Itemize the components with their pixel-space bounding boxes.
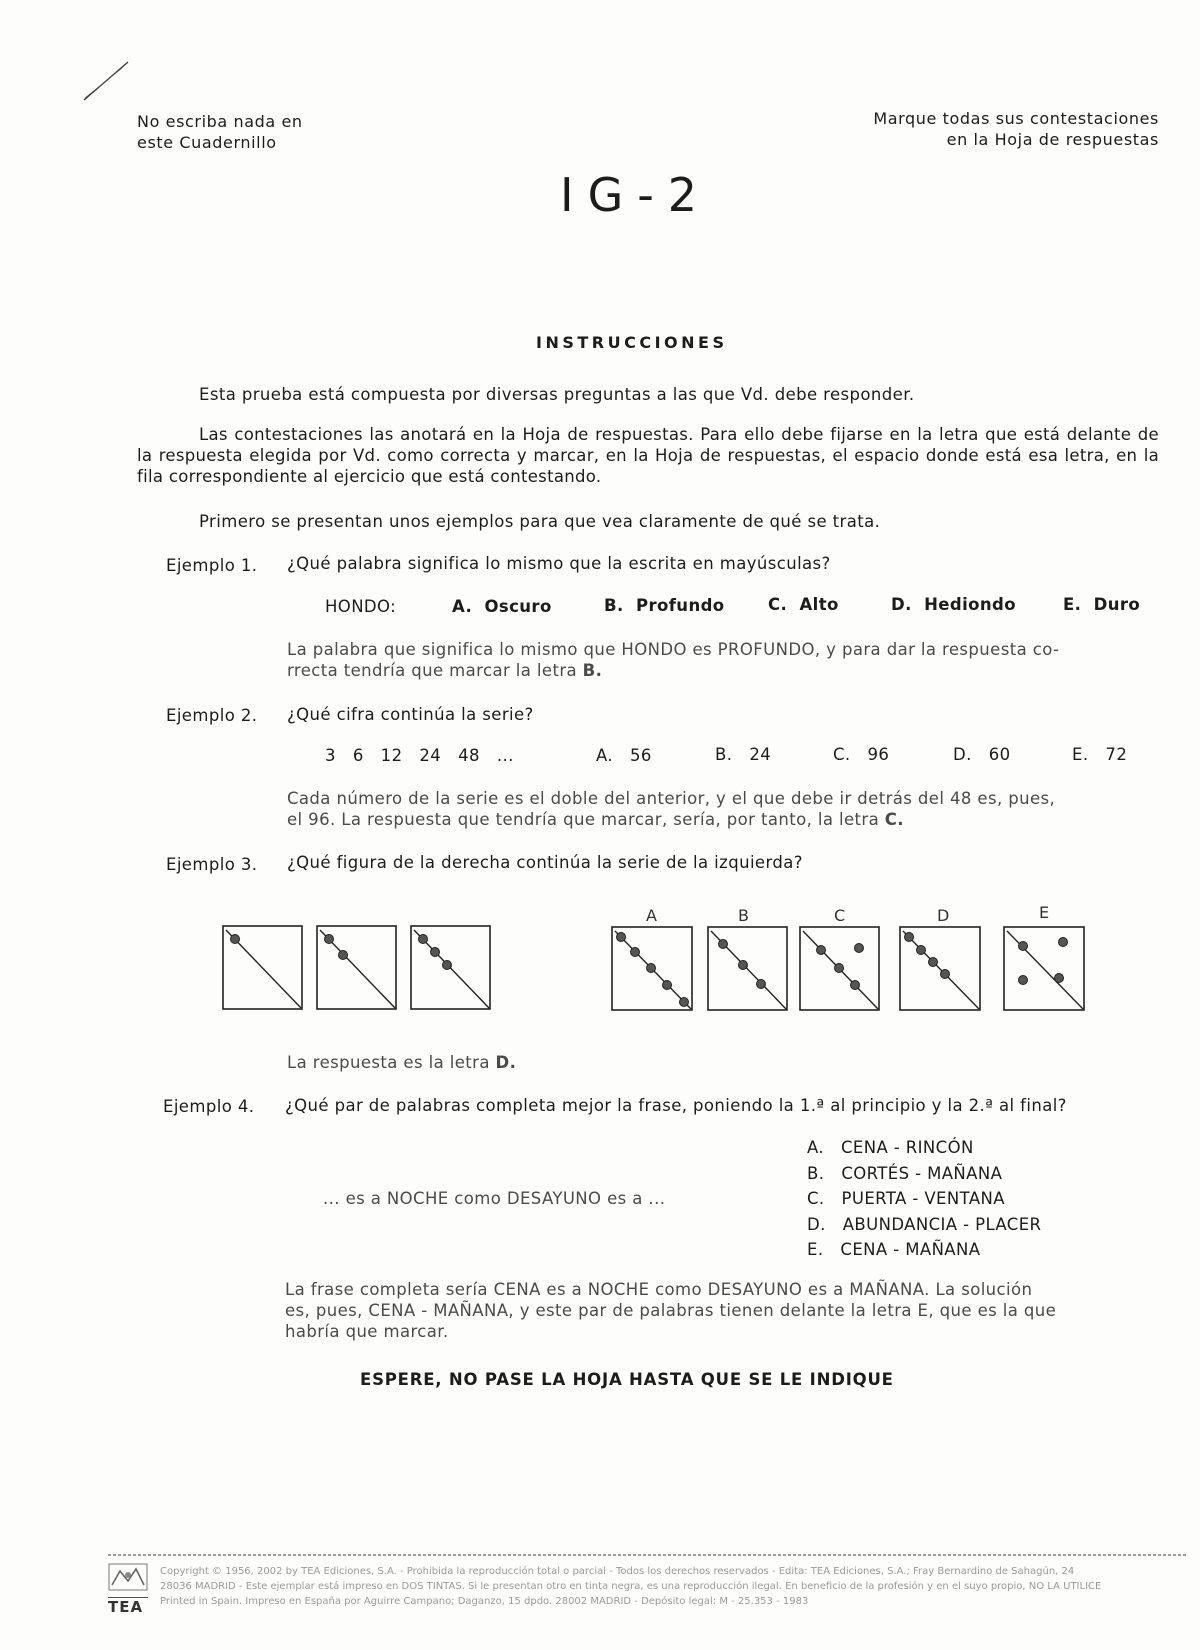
example-2-explanation-line1: Cada número de la serie es el doble del anterior, y el que debe ir detrás del 48 es, pues,	[287, 789, 1056, 808]
figure-option-a-letter: A	[646, 906, 657, 925]
header-right	[873, 108, 1159, 150]
header-left-line1: No escriba nada en	[137, 112, 303, 131]
example-4-explanation-line1: La frase completa sería CENA es a NOCHE como DESAYUNO es a MAÑANA. La solución	[285, 1280, 1033, 1299]
footer-divider	[108, 1553, 1186, 1557]
figure-option-b	[707, 926, 789, 1012]
example-1-option-a: A. Oscuro	[452, 597, 552, 616]
example-4-explanation-line3: habría que marcar.	[285, 1322, 449, 1341]
example-4-sentence: ... es a NOCHE como DESAYUNO es a ...	[323, 1189, 666, 1208]
figure-option-d-letter: D	[937, 906, 950, 925]
example-2-series: 3 6 12 24 48 ...	[325, 746, 514, 765]
figure-option-c-letter: C	[834, 906, 846, 925]
example-1-option-c: C. Alto	[768, 595, 839, 614]
example-1-word: HONDO:	[325, 597, 397, 616]
example-2-explanation-line2: el 96. La respuesta que tendría que marcar, sería, por tanto, la letra C.	[287, 810, 904, 829]
example-4-option-e: E. CENA - MAÑANA	[807, 1240, 981, 1259]
figure-option-c	[799, 926, 881, 1012]
example-1-option-b: B. Profundo	[604, 596, 725, 615]
figure-option-b-letter: B	[738, 906, 749, 925]
logo-text: TEA	[108, 1597, 148, 1616]
wait-notice: ESPERE, NO PASE LA HOJA HASTA QUE SE LE INDIQUE	[360, 1370, 894, 1389]
example-4-option-c: C. PUERTA - VENTANA	[807, 1189, 1005, 1208]
series-figure-3	[410, 925, 492, 1011]
intro-paragraph-3: Primero se presentan unos ejemplos para que vea claramente de qué se trata.	[199, 512, 881, 531]
footer-line-2: 28036 MADRID - Este ejemplar está impreso en DOS TINTAS. Si le presentan otro en tinta negra, es una reproducción ilegal. En beneficio de la profesión y en el suyo propio, NO LA UTILICE	[160, 1581, 1102, 1592]
figure-option-d	[899, 926, 982, 1012]
footer-line-1: Copyright © 1956, 2002 by TEA Ediciones, S.A. - Prohibida la reproducción total o parcial - Todos los derechos reservados - Edita: TEA Ediciones, S.A.; Fray Bernardino de Sahagún, 24	[160, 1566, 1075, 1577]
example-2-option-e: E. 72	[1072, 745, 1128, 764]
example-3-answer: La respuesta es la letra D.	[287, 1053, 517, 1072]
example-3-label: Ejemplo 3.	[166, 855, 258, 874]
example-4-options	[807, 1135, 1041, 1263]
footer-line-3: Printed in Spain. Impreso en España por Aguirre Campano; Daganzo, 15 dpdo. 28002 MADRID - Depósito legal: M - 25.353 - 1983	[160, 1596, 809, 1607]
header-left	[137, 111, 303, 153]
series-figure-2	[316, 925, 398, 1011]
example-4-option-b: B. CORTÉS - MAÑANA	[807, 1163, 1003, 1183]
example-1-option-d: D. Hediondo	[891, 595, 1016, 614]
header-left-line2: este Cuadernillo	[137, 133, 277, 152]
header-right-line1: Marque todas sus contestaciones	[873, 109, 1159, 128]
intro-paragraph-2: Las contestaciones las anotará en la Hoja de respuestas. Para ello debe fijarse en la letra que está delante de la respuesta elegida por Vd. como correcta y marcar, en la Hoja de respuestas, el espacio donde está esa letra, en la fila correspondiente al ejercicio que está contestando.	[137, 425, 1159, 486]
footer-copyright	[160, 1564, 1101, 1609]
example-2-label: Ejemplo 2.	[166, 706, 258, 725]
example-1-option-e: E. Duro	[1063, 595, 1141, 614]
example-2-option-d: D. 60	[953, 745, 1011, 764]
intro-paragraph-1: Esta prueba está compuesta por diversas preguntas a las que Vd. debe responder.	[199, 385, 915, 404]
example-2-question: ¿Qué cifra continúa la serie?	[287, 705, 534, 724]
pen-mark	[82, 60, 132, 102]
example-1-explanation-line1: La palabra que significa lo mismo que HONDO es PROFUNDO, y para dar la respuesta co-	[287, 640, 1060, 659]
example-3-question: ¿Qué figura de la derecha continúa la serie de la izquierda?	[287, 853, 803, 872]
example-1-explanation-line2: rrecta tendría que marcar la letra B.	[287, 661, 603, 680]
example-1-label: Ejemplo 1.	[166, 556, 258, 575]
page-title: IG-2	[560, 168, 712, 222]
header-right-line2: en la Hoja de respuestas	[946, 130, 1159, 149]
example-2-option-a: A. 56	[596, 746, 652, 765]
example-2-option-b: B. 24	[715, 745, 772, 764]
example-4-question: ¿Qué par de palabras completa mejor la frase, poniendo la 1.ª al principio y la 2.ª al final?	[285, 1096, 1067, 1115]
example-1-question: ¿Qué palabra significa lo mismo que la escrita en mayúsculas?	[287, 554, 831, 573]
figure-option-e	[1003, 926, 1086, 1012]
figure-option-a	[611, 926, 694, 1012]
example-4-option-a: A. CENA - RINCÓN	[807, 1138, 974, 1157]
logo-emblem-icon	[108, 1563, 148, 1591]
example-4-option-d: D. ABUNDANCIA - PLACER	[807, 1214, 1042, 1234]
example-4-explanation-line2: es, pues, CENA - MAÑANA, y este par de palabras tienen delante la letra E, que es la que	[285, 1301, 1057, 1320]
publisher-logo	[108, 1563, 148, 1615]
instructions-heading: INSTRUCCIONES	[536, 333, 728, 352]
figure-option-e-letter: E	[1039, 903, 1050, 922]
series-figure-1	[222, 925, 304, 1011]
example-2-option-c: C. 96	[833, 745, 890, 764]
example-4-label: Ejemplo 4.	[163, 1097, 255, 1116]
